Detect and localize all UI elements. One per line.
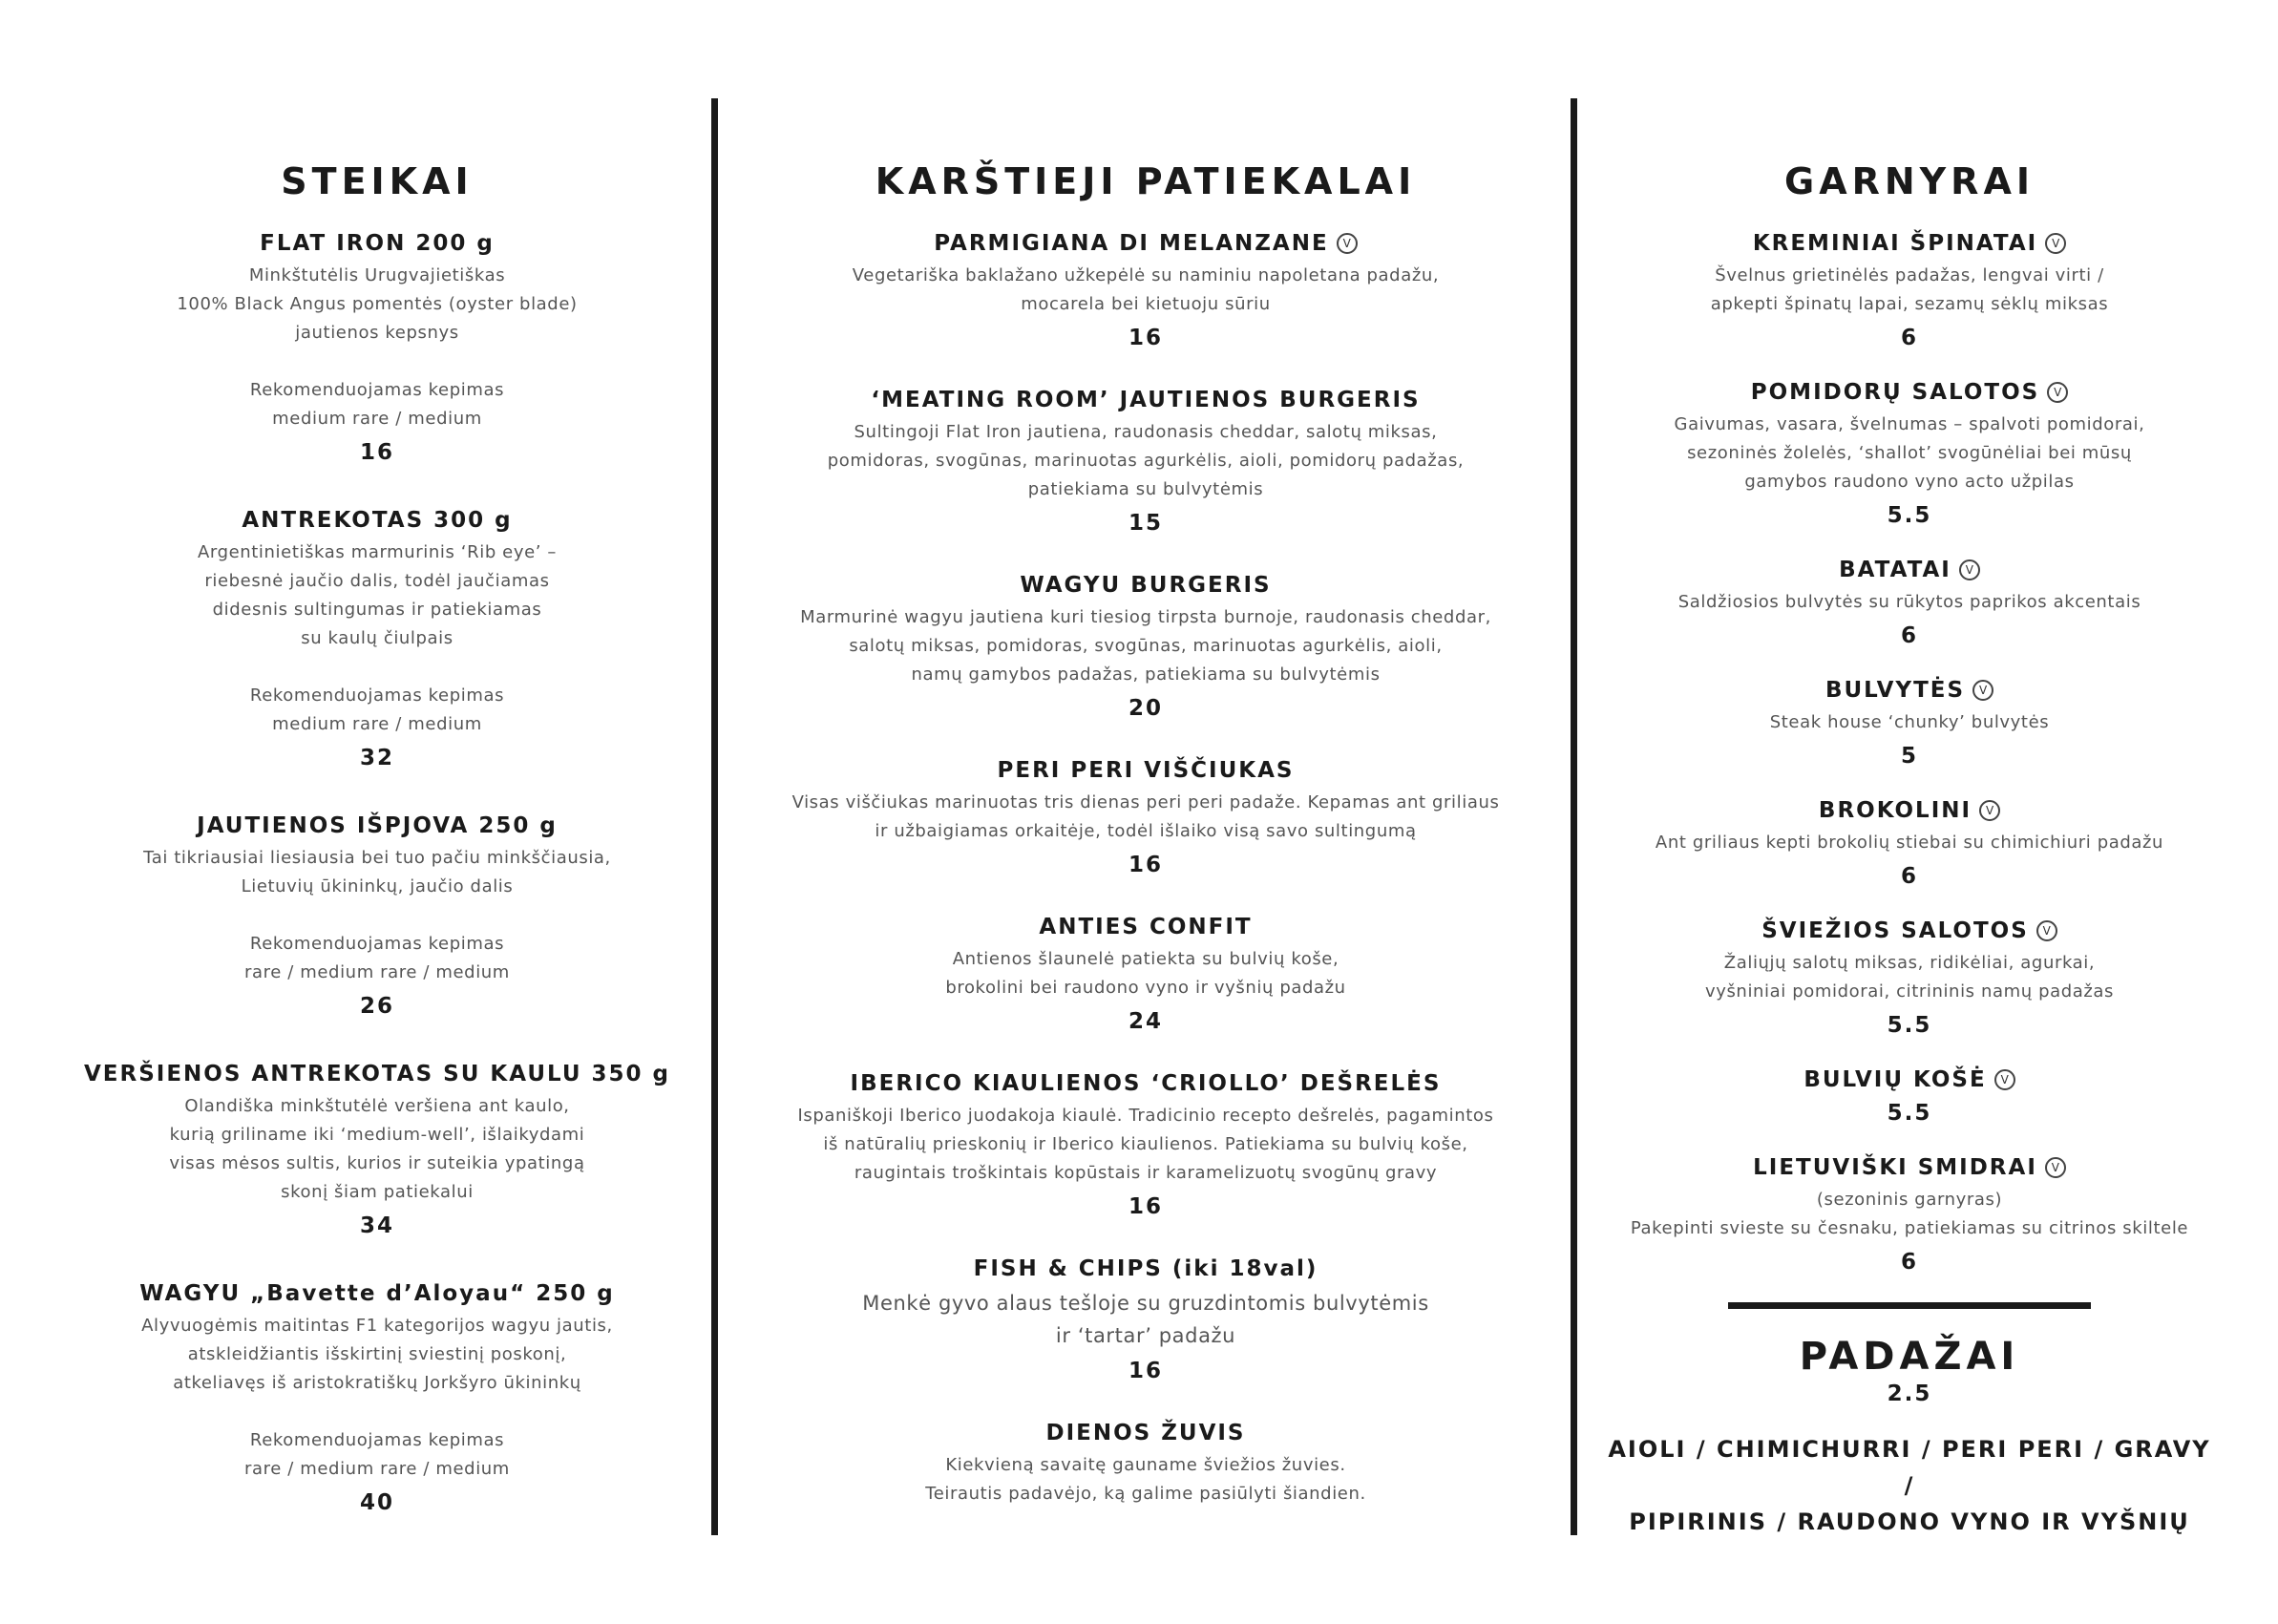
- menu-item: [1604, 556, 2215, 651]
- item-name: [1604, 1065, 2215, 1094]
- item-name-text: FISH & CHIPS (iki 18val): [973, 1256, 1318, 1281]
- item-price: 16: [1128, 1359, 1163, 1383]
- menu-item: [76, 812, 678, 1022]
- item-name-text: WAGYU BURGERIS: [1020, 573, 1272, 598]
- item-description: Steak house ‘chunky’ bulvytės: [1769, 712, 2050, 732]
- item-name: [745, 756, 1547, 785]
- item-price: 5.5: [1887, 1101, 1932, 1126]
- menu-item: [76, 506, 678, 773]
- item-name-text: PERI PERI VIŠČIUKAS: [997, 758, 1295, 783]
- item-name-text: LIETUVIŠKI SMIDRAI: [1753, 1155, 2037, 1180]
- item-name-text: POMIDORŲ SALOTOS: [1750, 380, 2040, 405]
- item-name: [76, 506, 678, 535]
- item-price: 34: [359, 1213, 394, 1238]
- item-name: [1604, 1153, 2215, 1182]
- item-price: 32: [359, 746, 394, 770]
- item-name-text: BULVIŲ KOŠĖ: [1803, 1067, 1987, 1092]
- item-name-text: WAGYU „Bavette d’Aloyau“ 250 g: [139, 1281, 615, 1306]
- item-name-text: BULVYTĖS: [1825, 678, 1966, 703]
- item-price: 20: [1128, 696, 1163, 721]
- menu-item: [745, 1255, 1547, 1386]
- item-description: Alyvuogėmis maitintas F1 kategorijos wagyu jautis, atskleidžiantis išskirtinį sviestinį poskonį, atkeliavęs iš aristokratiškų Jorkšyro ūkininkų: [141, 1316, 613, 1393]
- menu-item: [1604, 796, 2215, 892]
- item-name: [1604, 796, 2215, 825]
- item-price: 5.5: [1887, 1013, 1932, 1038]
- item-description: Marmurinė wagyu jautiena kuri tiesiog tirpsta burnoje, raudonasis cheddar, salotų miksas, pomidoras, svogūnas, marinuotas agurkėlis, aioli, namų gamybos padažas, patiekiama su bulvytėmis: [800, 607, 1491, 685]
- section-title: GARNYRAI: [1784, 160, 2035, 202]
- sauces-price: 2.5: [1887, 1381, 1932, 1406]
- item-recommendation: Rekomenduojamas kepimas medium rare / medium: [249, 685, 505, 734]
- item-name-text: ŠVIEŽIOS SALOTOS: [1761, 918, 2029, 943]
- item-description: Antienos šlaunelė patiekta su bulvių koše, brokolini bei raudono vyno ir vyšnių padažu: [945, 949, 1346, 998]
- item-recommendation: Rekomenduojamas kepimas medium rare / medium: [249, 380, 505, 429]
- item-description: Visas viščiukas marinuotas tris dienas peri peri padaže. Kepamas ant griliaus ir užbaigiamas orkaitėje, todėl išlaiko visą savo sultingumą: [791, 792, 1500, 841]
- vegetarian-icon: V: [1959, 559, 1980, 580]
- steaks-section: [76, 160, 678, 1556]
- menu-item: [745, 756, 1547, 880]
- menu-item: [1604, 676, 2215, 771]
- vegetarian-icon: V: [2047, 382, 2068, 403]
- item-name: [76, 1060, 678, 1088]
- item-recommendation: Rekomenduojamas kepimas rare / medium rare / medium: [244, 1430, 510, 1479]
- item-price: 16: [359, 440, 394, 465]
- menu-item: [745, 229, 1547, 353]
- item-price: 6: [1900, 1250, 1918, 1275]
- vegetarian-icon: V: [2045, 233, 2066, 254]
- item-name: [745, 1069, 1547, 1098]
- item-price: 40: [359, 1490, 394, 1515]
- vegetarian-icon: V: [2036, 920, 2057, 941]
- item-name-text: IBERICO KIAULIENOS ‘CRIOLLO’ DEŠRELĖS: [850, 1071, 1442, 1096]
- sauces-title: PADAŽAI: [1799, 1335, 2020, 1379]
- vegetarian-icon: V: [2045, 1157, 2066, 1178]
- item-name: [1604, 556, 2215, 584]
- sauces-list: AIOLI / CHIMICHURRI / PERI PERI / GRAVY / PIPIRINIS / RAUDONO VYNO IR VYŠNIŲ: [1608, 1436, 2211, 1535]
- menu-item: [1604, 1153, 2215, 1277]
- item-name-text: KREMINIAI ŠPINATAI: [1752, 231, 2038, 256]
- menu-item: [1604, 917, 2215, 1041]
- item-description: Olandiška minkštutėlė veršiena ant kaulo, kurią griliname iki ‘medium-well’, išlaikydami visas mėsos sultis, kurios ir suteikia ypatingą skonį šiam patiekalui: [169, 1096, 585, 1202]
- item-price: 6: [1900, 623, 1918, 648]
- menu-item: [745, 386, 1547, 538]
- item-name-text: ‘MEATING ROOM’ JAUTIENOS BURGERIS: [871, 388, 1421, 412]
- item-name-text: PARMIGIANA DI MELANZANE: [934, 231, 1329, 256]
- item-recommendation: Rekomenduojamas kepimas rare / medium rare / medium: [244, 934, 510, 982]
- item-name: [745, 229, 1547, 258]
- item-name: [1604, 917, 2215, 945]
- item-price: 16: [1128, 326, 1163, 350]
- item-price: 5.5: [1887, 503, 1932, 528]
- item-name: [1604, 378, 2215, 407]
- item-price: 16: [1128, 853, 1163, 877]
- item-description: Argentinietiškas marmurinis ‘Rib eye’ – riebesnė jaučio dalis, todėl jaučiamas didesnis sultingumas ir patiekiamas su kaulų čiulpais: [197, 542, 558, 648]
- item-description: Saldžiosios bulvytės su rūkytos paprikos akcentais: [1677, 592, 2141, 612]
- item-name-text: VERŠIENOS ANTREKOTAS SU KAULU 350 g: [83, 1062, 671, 1086]
- menu-item: [1604, 378, 2215, 531]
- hot-dishes-section: [745, 160, 1547, 1541]
- menu-item: [76, 1060, 678, 1241]
- section-divider: [1728, 1302, 2091, 1309]
- item-price: 26: [359, 994, 394, 1019]
- item-name-text: BATATAI: [1839, 558, 1951, 582]
- menu-item: [76, 1279, 678, 1518]
- item-name-text: ANTIES CONFIT: [1039, 915, 1253, 939]
- menu-item: [1604, 229, 2215, 353]
- menu-item: [745, 1069, 1547, 1222]
- item-price: 16: [1128, 1194, 1163, 1219]
- item-price: 6: [1900, 864, 1918, 889]
- item-name: [745, 1255, 1547, 1283]
- menu-item: [76, 229, 678, 468]
- item-description: (sezoninis garnyras) Pakepinti svieste su česnaku, patiekiamas su citrinos skiltele: [1630, 1190, 2189, 1238]
- item-description: Sultingoji Flat Iron jautiena, raudonasis cheddar, salotų miksas, pomidoras, svogūnas, marinuotas agurkėlis, aioli, pomidorų padažas, patiekiama su bulvytėmis: [827, 422, 1465, 499]
- item-price: 6: [1900, 326, 1918, 350]
- item-name-text: ANTREKOTAS 300 g: [242, 508, 513, 533]
- menu-item: [745, 913, 1547, 1037]
- item-name-text: JAUTIENOS IŠPJOVA 250 g: [197, 813, 558, 838]
- item-description: Menkė gyvo alaus tešloje su gruzdintomis bulvytėmis ir ‘tartar’ padažu: [862, 1292, 1429, 1347]
- menu-item: [745, 1419, 1547, 1508]
- section-title: KARŠTIEJI PATIEKALAI: [875, 160, 1417, 202]
- item-name: [1604, 229, 2215, 258]
- item-name-text: FLAT IRON 200 g: [260, 231, 495, 256]
- item-name: [745, 1419, 1547, 1447]
- item-name: [76, 1279, 678, 1308]
- item-name-text: DIENOS ŽUVIS: [1045, 1421, 1246, 1445]
- item-name: [745, 571, 1547, 600]
- vegetarian-icon: V: [1979, 800, 2000, 821]
- item-description: Tai tikriausiai liesiausia bei tuo pačiu minkščiausia, Lietuvių ūkininkų, jaučio dalis: [143, 848, 611, 896]
- sides-section: [1604, 160, 2215, 1540]
- section-title: STEIKAI: [281, 160, 474, 202]
- menu-item: [745, 571, 1547, 724]
- vegetarian-icon: V: [1972, 680, 1993, 701]
- item-name: [76, 812, 678, 840]
- item-name: [745, 913, 1547, 941]
- item-name-text: BROKOLINI: [1818, 798, 1972, 823]
- item-price: 15: [1128, 511, 1163, 536]
- column-divider: [1571, 98, 1577, 1535]
- column-divider: [711, 98, 718, 1535]
- vegetarian-icon: V: [1994, 1069, 2015, 1090]
- item-name: [76, 229, 678, 258]
- item-name: [1604, 676, 2215, 705]
- item-price: 5: [1900, 744, 1918, 769]
- item-description: Minkštutėlis Urugvajietiškas 100% Black Angus pomentės (oyster blade) jautienos kepsnys: [177, 265, 578, 343]
- item-price: 24: [1128, 1009, 1163, 1034]
- vegetarian-icon: V: [1337, 233, 1358, 254]
- item-description: Vegetariška baklažano užkepėlė su naminiu napoletana padažu, mocarela bei kietuoju sūriu: [852, 265, 1440, 314]
- item-description: Ispaniškoji Iberico juodakoja kiaulė. Tradicinio recepto dešrelės, pagamintos iš natūralių prieskonių ir Iberico kiaulienos. Patiekiama su bulvių koše, raugintais troškintais kopūstais ir karamelizuotų svogūnų gravy: [797, 1106, 1494, 1183]
- item-description: Švelnus grietinėlės padažas, lengvai virti / apkepti špinatų lapai, sezamų sėklų miksas: [1710, 265, 2109, 314]
- item-description: Gaivumas, vasara, švelnumas – spalvoti pomidorai, sezoninės žolelės, ‘shallot’ svogūnėliai bei mūsų gamybos raudono vyno acto užpilas: [1674, 414, 2145, 492]
- item-description: Kiekvieną savaitę gauname šviežios žuvies. Teirautis padavėjo, ką galime pasiūlyti šiandien.: [925, 1455, 1366, 1504]
- item-description: Žaliųjų salotų miksas, ridikėliai, agurkai, vyšniniai pomidorai, citrininis namų padažas: [1704, 953, 2115, 1002]
- menu-item: [1604, 1065, 2215, 1128]
- item-description: Ant griliaus kepti brokolių stiebai su chimichiuri padažu: [1655, 833, 2164, 853]
- item-name: [745, 386, 1547, 414]
